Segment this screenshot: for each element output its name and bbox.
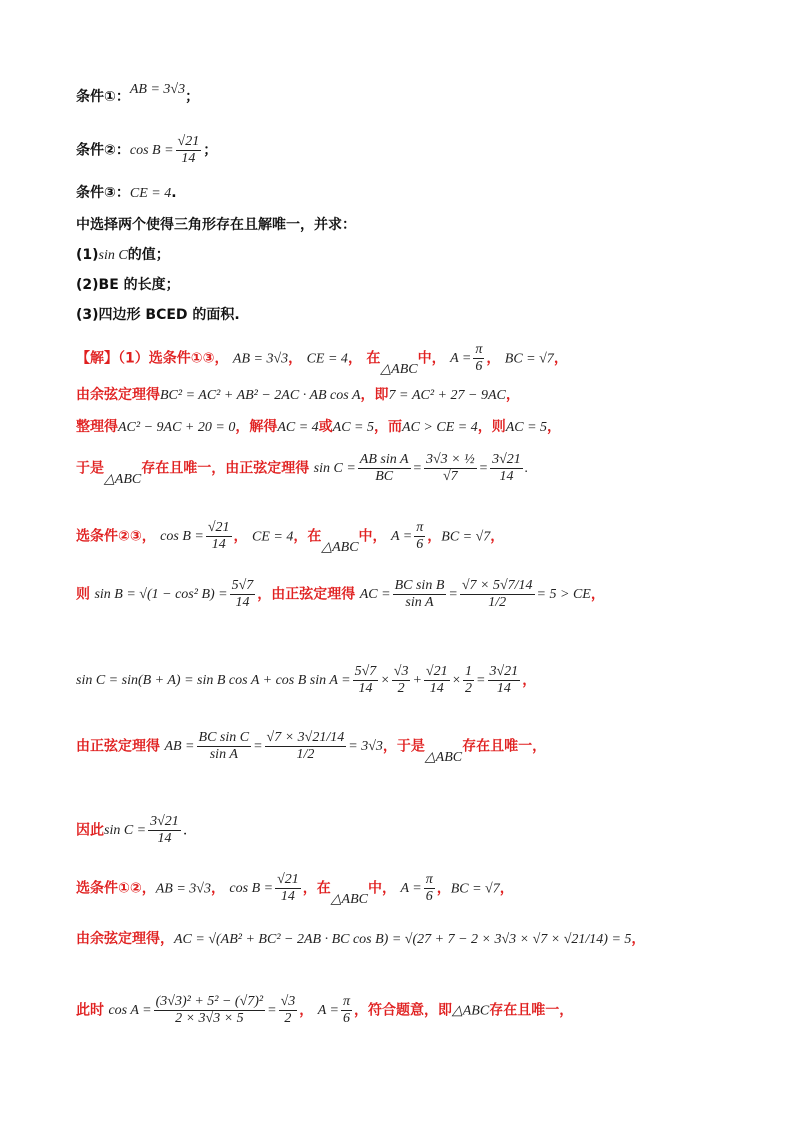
l2-expr2: 7 = AC² + 27 − 9AC [388, 388, 506, 403]
l10-ab: AB = 3√3 [155, 881, 211, 897]
l6-sinb: sin B = √(1 − cos² B) = $\frac{5√7}{14}$ [94, 578, 254, 610]
cond3-expr: CE = 4 [129, 186, 172, 201]
question-1 [76, 244, 170, 264]
condition-2 [76, 134, 217, 167]
l5-ce: CE = 4 [251, 529, 294, 545]
q1-post: 的值； [127, 247, 170, 263]
l5-tri: △ABC [321, 539, 359, 555]
sol-line-9: 因此 sin C = $\frac{3√21}{14}$ . [76, 814, 188, 846]
cond2-expr [130, 134, 203, 167]
sol-line-3: 整理得AC² − 9AC + 20 = 0，解得AC = 4或AC = 5，而AC > CE = 4，则AC = 5， [76, 419, 562, 435]
sol-mid: 中， [417, 350, 446, 367]
l5-head: 选条件②③， [76, 528, 156, 545]
l2-expr: BC² = AC² + AB² − 2AC · AB cos A [160, 388, 361, 403]
l2-mid: ，即 [360, 387, 389, 403]
sol-line-12: 此时 cos A = $\frac{\text{(3√3)² + 5² − (√7)²}}{2 \times 3√3 \times 5}$ = $\frac{√3}{2}$ ， A = $\frac{\pi}{6}$ ，符合题意，即△ABC存在且唯一， [76, 994, 574, 1026]
sol-line-10: 选条件①②，AB = 3√3， cos B = $\frac{√21}{14}$ ，在△ABC中， A = $\frac{\pi}{6}$ ，BC = √7， [76, 872, 514, 907]
l12-post: ，符合题意，即 [353, 1002, 452, 1019]
sol-a: A = $\frac{\pi}{6}$ [450, 342, 483, 374]
cond3-end: . [171, 185, 177, 201]
sol-line-6: 则 sin B = √(1 − cos² B) = $\frac{5√7}{14}$ ，由正弦定理得 AC = $\frac{\text{BC sin B}}{\text{sin A}}$ = $\frac{√7 \times 5√7/14}{1/2}$ = 5 > CE ， [76, 578, 605, 610]
l3-d: AC = 5 [505, 420, 548, 435]
l4-tri: △ABC [104, 471, 142, 487]
l5-cos: cos B = $\frac{√21}{14}$ [160, 520, 230, 552]
l12-a: A = $\frac{\pi}{6}$ [317, 994, 350, 1026]
sol-bc: BC = √7 [504, 351, 554, 367]
l6-ac: AC = $\frac{\text{BC sin B}}{\text{sin A}}$ = $\frac{√7 \times 5√7/14}{1/2}$ = 5 > CE [359, 578, 591, 610]
q1-expr: sin C [98, 248, 128, 263]
l8-math: AB = $\frac{\text{BC sin C}}{\text{sin A}}$ = $\frac{√7 \times 3√21/14}{1/2}$ = 3√3 [164, 730, 383, 762]
cond2-end: ； [203, 142, 218, 159]
sol-line-11: 由余弦定理得，AC = √(AB² + BC² − 2AB · BC cos B) = √(27 + 7 − 2 × 3√3 × √7 × √21/14) = 5， [76, 931, 646, 947]
sol-head: 【解】（1）选条件①③， [76, 350, 229, 367]
sol-ab: AB = 3√3 [232, 351, 289, 367]
sol-line-1: 【解】（1）选条件①③， AB = 3√3， CE = 4， 在△ABC中， A = $\frac{\pi}{6}$ ， BC = √7， [76, 342, 568, 377]
l3-pre: 整理得 [76, 419, 118, 435]
question-3: (3)四边形 BCED 的面积. [76, 307, 240, 323]
cond1-expr: AB = 3√3 [129, 82, 186, 97]
l4-math: sin C = $\frac{\text{AB sin A}}{BC}$ = $\frac{\text{3√3 × ½}}{√7}$ = $\frac{3√21}{14}$ . [313, 452, 529, 484]
condition-3 [76, 182, 177, 202]
sol-line-5: 选条件②③， cos B = $\frac{√21}{14}$ ， CE = 4，在△ABC中， A = $\frac{\pi}{6}$ ，BC = √7， [76, 520, 505, 555]
l5-bc: BC = √7 [441, 529, 491, 545]
l12-tri: △ABC [451, 1003, 490, 1019]
l10-tri: △ABC [330, 891, 368, 907]
q1-pre: (1) [76, 247, 99, 263]
l7-math: sin C = sin(B + A) = sin B cos A + cos B sin A = $\frac{5√7}{14}$ × $\frac{√3}{2}$ + $\frac{√21}{14}$ × $\frac{1}{2}$ = $\frac{3√21}{14}$ [76, 664, 519, 696]
sol-line-4 [76, 452, 528, 485]
l9-pre: 因此 [76, 822, 104, 839]
sol-line-2: 由余弦定理得BC² = AC² + AB² − 2AC · AB cos A，即7 = AC² + 27 − 9AC， [76, 387, 520, 403]
sol-line-7: sin C = sin(B + A) = sin B cos A + cos B sin A = $\frac{5√7}{14}$ × $\frac{√3}{2}$ + $\frac{√21}{14}$ × $\frac{1}{2}$ = $\frac{3√21}{14}$ ， [76, 664, 537, 696]
sol-line-8: 由正弦定理得 AB = $\frac{\text{BC sin C}}{\text{sin A}}$ = $\frac{√7 \times 3√21/14}{1/2}$ = 3√3 ，于是△ABC存在且唯一， [76, 730, 547, 765]
l10-head: 选条件①②， [76, 880, 156, 897]
cond1-label: 条件①： [76, 89, 130, 105]
l3-expr: AC² − 9AC + 20 = 0 [118, 420, 236, 435]
l5-a: A = $\frac{\pi}{6}$ [391, 520, 424, 552]
l3-b: AC = 5 [332, 420, 375, 435]
cond3-label: 条件③： [76, 185, 130, 201]
l10-a: A = $\frac{\pi}{6}$ [400, 872, 433, 904]
l12-pre: 此时 [76, 1002, 104, 1019]
l10-bc: BC = √7 [450, 881, 500, 897]
l6-pre: 则 [76, 586, 90, 603]
question-intro: 中选择两个使得三角形存在且解唯一，并求： [76, 217, 356, 233]
l3-a: AC = 4 [277, 420, 319, 435]
l8-tri: △ABC [424, 749, 463, 765]
l12-math: cos A = $\frac{\text{(3√3)² + 5² − (√7)²}}{2 \times 3√3 \times 5}$ = $\frac{√3}{2}$ [108, 994, 296, 1026]
cond2-lhs: cos B = [129, 142, 174, 158]
cond2-frac [176, 134, 202, 167]
l6-mid: ，由正弦定理得 [257, 586, 356, 603]
cond2-num: √21 [177, 134, 200, 149]
cond2-label: 条件②： [76, 142, 130, 159]
l10-cos: cos B = $\frac{√21}{14}$ [229, 872, 299, 904]
l4-pre: 于是 [76, 460, 104, 477]
l4-mid: 存在且唯一，由正弦定理得 [141, 460, 310, 477]
l8-pre: 由正弦定理得 [76, 738, 160, 755]
sol-ce: CE = 4 [306, 351, 348, 367]
cond1-end: ； [185, 89, 200, 105]
sol-tri: △ABC [380, 361, 418, 377]
condition-1 [76, 82, 200, 106]
question-2: (2)BE 的长度； [76, 277, 180, 293]
cond2-den: 14 [181, 151, 196, 166]
sol-in: 在 [366, 350, 381, 367]
l9-math: sin C = $\frac{3√21}{14}$ [104, 814, 179, 846]
l11-pre: 由余弦定理得， [76, 931, 174, 947]
l2-pre: 由余弦定理得 [76, 387, 160, 403]
l3-c: AC > CE = 4 [402, 420, 478, 435]
l11-expr: AC = √(AB² + BC² − 2AB · BC cos B) = √(27 + 7 − 2 × 3√3 × √7 × √21/14) = 5 [174, 932, 632, 947]
